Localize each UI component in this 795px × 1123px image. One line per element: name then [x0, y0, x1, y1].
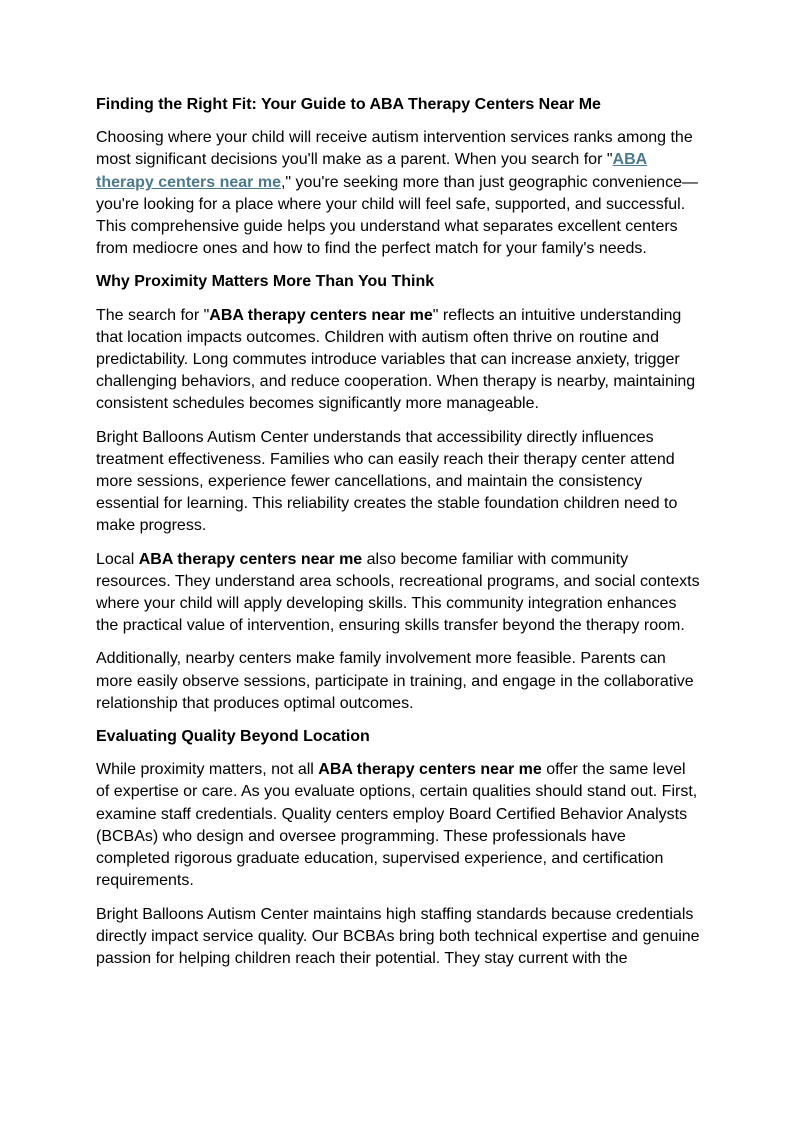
proximity-paragraph-1: The search for "ABA therapy centers near me" reflects an intuitive understanding that location impacts outcomes. Children with autism often thrive on routine and predictability. Long commutes introduce variables that can increase anxiety, trigger challenging behaviors, and reduce cooperation. When therapy is nearby, maintaining consistent schedules becomes significantly more manageable.: [96, 306, 696, 413]
keyword-bold: ABA therapy centers near me: [138, 550, 363, 568]
quality-paragraph-1: While proximity matters, not all ABA therapy centers near me offer the same level of expertise or care. As you evaluate options, certain qualities should stand out. First, examine staff credentials. Quality centers employ Board Certified Behavior Analysts (BCBAs) who design and oversee programming. These professionals have completed rigorous graduate education, supervised experience, and certification requirements.: [96, 761, 698, 890]
document-page: [96, 94, 700, 981]
quality-paragraph-2: Bright Balloons Autism Center maintains high staffing standards because credentials directly impact service quality. Our BCBAs bring both technical expertise and genuine passion for helping children reach their potential. They stay current with the: [96, 905, 700, 967]
proximity-paragraph-3: Local ABA therapy centers near me also become familiar with community resources. They understand area schools, recreational programs, and social contexts where your child will apply developing skills. This community integration enhances the practical value of intervention, ensuring skills transfer beyond the therapy room.: [96, 550, 700, 635]
article-title: Finding the Right Fit: Your Guide to ABA Therapy Centers Near Me: [96, 96, 601, 113]
keyword-bold: ABA therapy centers near me: [209, 306, 433, 324]
proximity-paragraph-4: Additionally, nearby centers make family involvement more feasible. Parents can more easily observe sessions, participate in training, and engage in the collaborative relationship that produces optimal outcomes.: [96, 650, 694, 712]
section-heading-proximity: Why Proximity Matters More Than You Think: [96, 273, 435, 291]
keyword-link[interactable]: ABA therapy centers near me: [96, 151, 648, 191]
intro-text-after: ," you're seeking more than just geographic convenience—you're looking for a place where your child will feel safe, supported, and successful. This comprehensive guide helps you understand what separates excellent centers from mediocre ones and how to find the perfect match for your family's needs.: [96, 173, 698, 258]
section-heading-quality: Evaluating Quality Beyond Location: [96, 728, 370, 746]
intro-paragraph: [96, 127, 700, 260]
keyword-bold: ABA therapy centers near me: [318, 761, 542, 779]
intro-text-before: Choosing where your child will receive autism intervention services ranks among the most significant decisions you'll make as a parent. When you search for ": [96, 129, 693, 169]
proximity-paragraph-2: Bright Balloons Autism Center understands that accessibility directly influences treatment effectiveness. Families who can easily reach their therapy center attend more sessions, experience fewer cancellations, and maintain the consistency essential for learning. This reliability creates the stable foundation children need to make progress.: [96, 428, 678, 535]
